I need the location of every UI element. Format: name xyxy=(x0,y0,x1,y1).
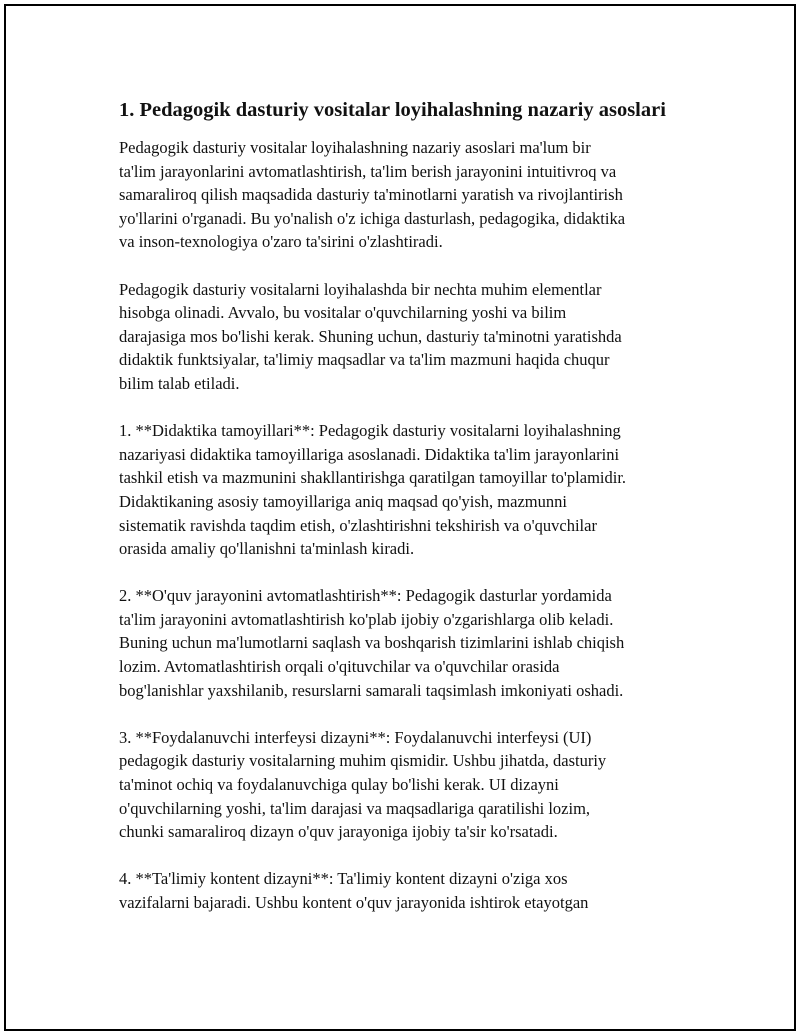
text-line: tashkil etish va mazmunini shakllantirishga qaratilgan tamoyillar to'plamidir. xyxy=(119,468,627,488)
text-line: ta'lim jarayonlarini avtomatlashtirish, ta'lim berish jarayonini intuitivroq va xyxy=(119,161,617,181)
text-line: Pedagogik dasturiy vositalarni loyihalashda bir nechta muhim elementlar xyxy=(119,279,602,299)
text-line: 3. **Foydalanuvchi interfeysi dizayni**: Foydalanuvchi interfeysi (UI) xyxy=(119,727,592,747)
text-line: orasida amaliy qo'llanishni ta'minlash kiradi. xyxy=(119,539,415,559)
text-line: bilim talab etiladi. xyxy=(119,373,240,393)
document-content xyxy=(119,96,709,938)
text-line: Buning uchun ma'lumotlarni saqlash va boshqarish tizimlarini ishlab chiqish xyxy=(119,633,625,653)
paragraph-elements xyxy=(119,278,709,396)
text-line: 1. **Didaktika tamoyillari**: Pedagogik dasturiy vositalarni loyihalashning xyxy=(119,421,621,441)
text-line: ta'minot ochiq va foydalanuvchiga qulay bo'lishi kerak. UI dizayni xyxy=(119,775,559,795)
text-line: bog'lanishlar yaxshilanib, resurslarni samarali taqsimlash imkoniyati oshadi. xyxy=(119,680,624,700)
paragraph-item-1 xyxy=(119,419,709,561)
text-line: vazifalarni bajaradi. Ushbu kontent o'quv jarayonida ishtirok etayotgan xyxy=(119,893,589,912)
paragraph-item-2 xyxy=(119,584,709,702)
text-line: nazariyasi didaktika tamoyillariga asoslanadi. Didaktika ta'lim jarayonlarini xyxy=(119,444,620,464)
text-line: ta'lim jarayonini avtomatlashtirish ko'plab ijobiy o'zgarishlarga olib keladi. xyxy=(119,609,614,629)
text-line: 4. **Ta'limiy kontent dizayni**: Ta'limiy kontent dizayni o'ziga xos xyxy=(119,869,568,889)
text-line: 2. **O'quv jarayonini avtomatlashtirish**: Pedagogik dasturlar yordamida xyxy=(119,586,612,606)
text-line: va inson-texnologiya o'zaro ta'sirini o'zlashtiradi. xyxy=(119,232,443,252)
text-line: samaraliroq qilish maqsadida dasturiy ta'minotlarni yaratish va rivojlantirish xyxy=(119,185,623,205)
text-line: Pedagogik dasturiy vositalar loyihalashning nazariy asoslari ma'lum bir xyxy=(119,138,591,157)
paragraph-item-4 xyxy=(119,867,709,914)
paragraph-intro xyxy=(119,136,709,254)
text-line: sistematik ravishda taqdim etish, o'zlashtirishni tekshirish va o'quvchilar xyxy=(119,515,597,535)
text-line: lozim. Avtomatlashtirish orqali o'qituvchilar va o'quvchilar orasida xyxy=(119,657,560,677)
paragraph-item-3 xyxy=(119,726,709,844)
text-line: chunki samaraliroq dizayn o'quv jarayoniga ijobiy ta'sir ko'rsatadi. xyxy=(119,822,558,842)
text-line: Didaktikaning asosiy tamoyillariga aniq maqsad qo'yish, mazmunni xyxy=(119,491,567,511)
text-line: darajasiga mos bo'lishi kerak. Shuning uchun, dasturiy ta'minotni yaratishda xyxy=(119,326,622,346)
section-heading: 1. Pedagogik dasturiy vositalar loyihalashning nazariy asoslari xyxy=(119,99,666,121)
page-frame xyxy=(4,4,796,1031)
text-line: pedagogik dasturiy vositalarning muhim qismidir. Ushbu jihatda, dasturiy xyxy=(119,751,607,771)
text-line: didaktik funktsiyalar, ta'limiy maqsadlar va ta'lim mazmuni haqida chuqur xyxy=(119,350,610,370)
text-line: hisobga olinadi. Avvalo, bu vositalar o'quvchilarning yoshi va bilim xyxy=(119,303,567,323)
text-line: o'quvchilarning yoshi, ta'lim darajasi va maqsadlariga qaratilishi lozim, xyxy=(119,798,591,818)
text-line: yo'llarini o'rganadi. Bu yo'nalish o'z ichiga dasturlash, pedagogika, didaktika xyxy=(119,208,626,228)
